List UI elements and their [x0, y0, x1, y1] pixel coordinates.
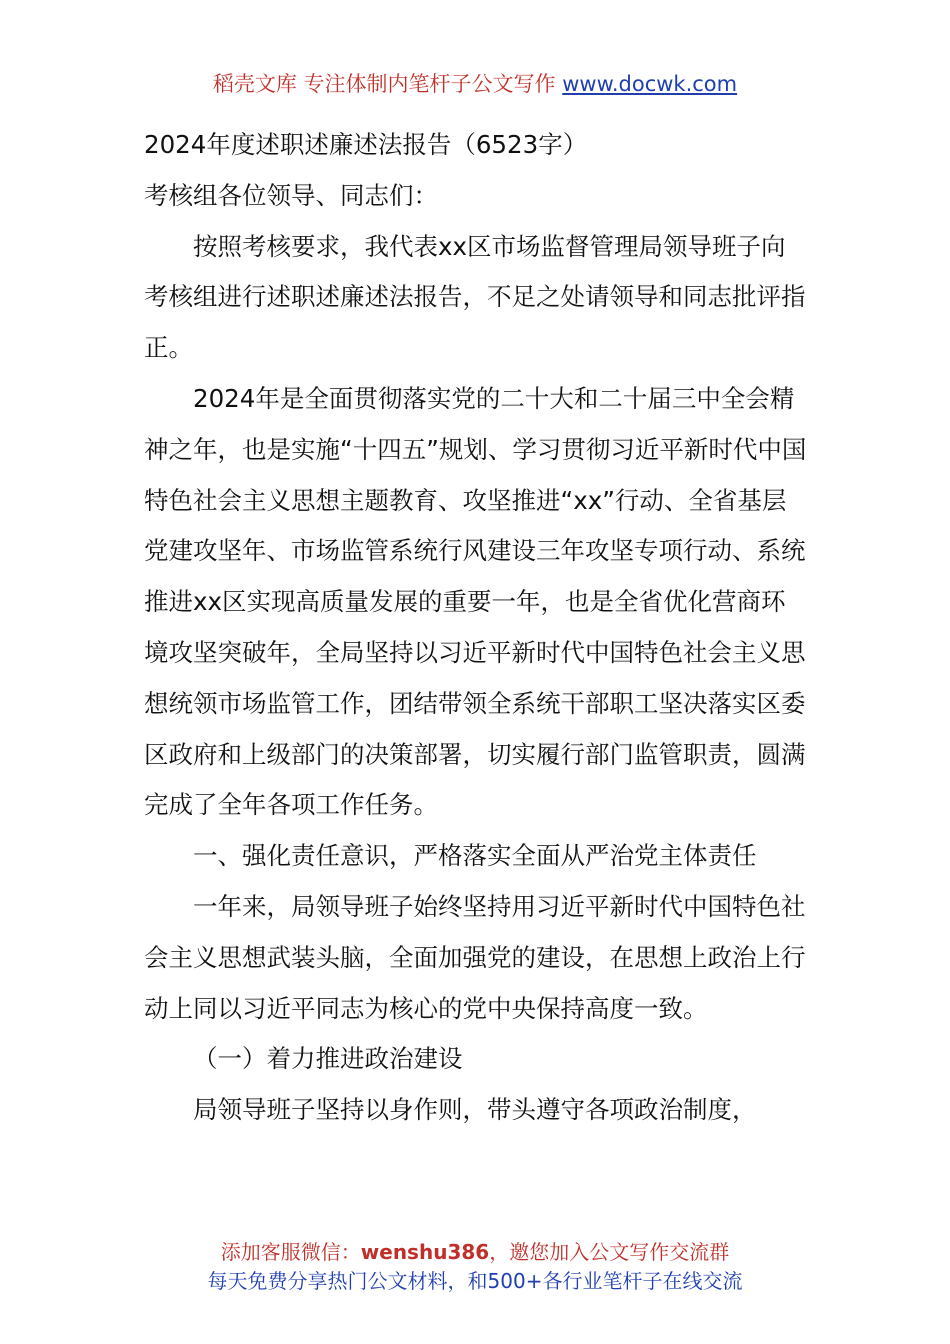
- site-name: 稻壳文库 专注体制内笔杆子公文写作: [212, 72, 556, 96]
- salutation: 考核组各位领导、同志们：: [144, 180, 438, 210]
- site-url-link[interactable]: www.docwk.com: [562, 72, 738, 96]
- footer-contact-line: [0, 1238, 950, 1267]
- paragraph-intro: 按照考核要求，我代表xx区市场监督管理局领导班子向考核组进行述职述廉述法报告，不足之处请领导和同志批评指正。: [144, 231, 806, 363]
- footer-prefix: 添加客服微信：: [220, 1240, 361, 1264]
- wechat-id: wenshu386: [360, 1240, 490, 1264]
- paragraph-overview: 2024年是全面贯彻落实党的二十大和二十届三中全会精神之年，也是实施“十四五”规划、学习贯彻习近平新时代中国特色社会主义思想主题教育、攻坚推进“xx”行动、全省基层党建攻坚年、市场监管系统行风建设三年攻坚专项行动、系统推进xx区实现高质量发展的重要一年，也是全省优化营商环境攻坚突破年，全局坚持以习近平新时代中国特色社会主义思想统领市场监管工作，团结带领全系统干部职工坚决落实区委区政府和上级部门的决策部署，切实履行部门监管职责，圆满完成了全年各项工作任务。: [144, 383, 807, 820]
- footer-promo-line: 每天免费分享热门公文材料，和500+各行业笔杆子在线交流: [207, 1269, 743, 1293]
- paragraph-subsection-1: 局领导班子坚持以身作则，带头遵守各项政治制度，: [193, 1095, 757, 1125]
- paragraph-section-1: 一年来，局领导班子始终坚持用习近平新时代中国特色社会主义思想武装头脑，全面加强党的建设，在思想上政治上行动上同以习近平同志为核心的党中央保持高度一致。: [144, 891, 806, 1023]
- document-title: 2024年度述职述廉述法报告（6523字）: [144, 130, 588, 159]
- document-body: [144, 120, 808, 1136]
- subsection-heading-1: （一）着力推进政治建设: [193, 1044, 463, 1074]
- footer-suffix: ，邀您加入公文写作交流群: [489, 1240, 730, 1264]
- page-footer: [0, 1238, 950, 1296]
- section-heading-1: 一、强化责任意识，严格落实全面从严治党主体责任: [193, 841, 757, 871]
- page-header: [0, 68, 950, 100]
